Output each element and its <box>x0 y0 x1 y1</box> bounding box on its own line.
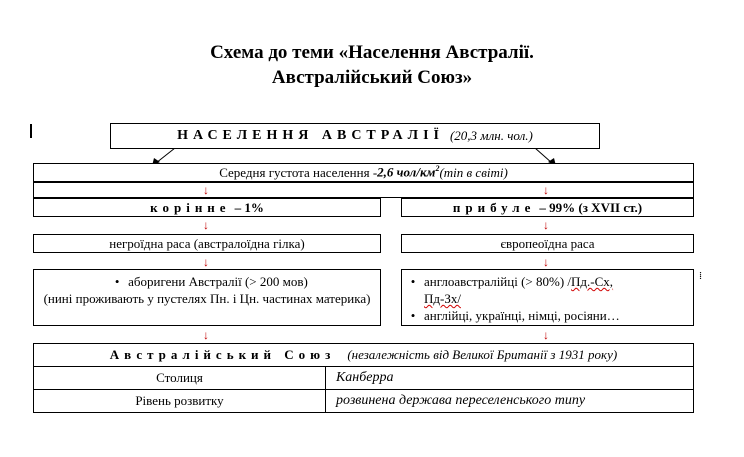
list-item <box>402 307 693 324</box>
group-immigrant-pct: – 99% (з XVII ст.) <box>539 199 643 215</box>
list-item <box>34 273 380 290</box>
table-cell-key: Столиця <box>156 370 203 385</box>
arrow-down-icon: ↓ <box>543 255 549 269</box>
density-spacer-row <box>33 182 694 198</box>
density-value: 2,6 чол/$км^2$ <box>377 164 440 180</box>
table-cell-key: Рівень розвитку <box>135 393 224 408</box>
density-box <box>33 163 694 182</box>
peoples-indigenous-text: (нині проживають у пустелях Пн. і Цн. частинах материка) <box>43 291 371 306</box>
cell-divider <box>325 390 326 412</box>
group-indigenous-label: корінне <box>150 199 231 215</box>
arrow-down-icon: ↓ <box>543 218 549 232</box>
bullet-icon: • <box>410 274 416 289</box>
title-line-2: Австралійський Союз» <box>271 67 473 88</box>
title-line-1: Схема до теми «Населення Австралії. <box>210 42 534 63</box>
cell-divider <box>325 367 326 389</box>
density-label: Середня густота населення - <box>219 164 378 180</box>
arrow-right-line <box>535 148 552 163</box>
peoples-indigenous-box <box>33 269 381 326</box>
group-immigrant-label: прибуле <box>452 199 536 215</box>
margin-marker: ⁞ <box>699 270 703 282</box>
arrow-down-icon: ↓ <box>203 328 209 342</box>
peoples-immigrant-bullet-1: англоавстралійці (> 80%) /Пд.-Сх, Пд-Зх/ <box>424 274 614 306</box>
population-note: (20,3 млн. чол.) <box>449 128 533 143</box>
arrow-down-icon: ↓ <box>543 183 549 197</box>
arrow-down-icon: ↓ <box>203 183 209 197</box>
group-indigenous-pct: – 1% <box>234 199 264 215</box>
union-header <box>33 343 694 367</box>
arrow-down-icon: ↓ <box>203 218 209 232</box>
table-cell-value: Канберра <box>336 370 394 385</box>
group-indigenous-box <box>33 198 381 217</box>
table-cell-value: розвинена держава переселенського типу <box>336 393 586 408</box>
race-immigrant-label: європеоїдна раса <box>500 235 595 251</box>
race-indigenous-label: негроїдна раса (австралоїдна гілка) <box>109 235 305 251</box>
bullet-icon: • <box>114 274 120 289</box>
table-row <box>33 389 694 413</box>
group-immigrant-box <box>401 198 694 217</box>
union-label: Австралійський Союз <box>109 347 336 362</box>
arrow-down-icon: ↓ <box>543 328 549 342</box>
union-note: (незалежність від Великої Британії з 1931 року) <box>347 347 618 362</box>
peoples-indigenous-bullet: аборигени Австралії (> 200 мов) <box>128 274 308 289</box>
list-item <box>402 273 693 307</box>
arrow-down-icon: ↓ <box>203 255 209 269</box>
peoples-immigrant-bullet-2: англійці, українці, німці, росіяни… <box>424 308 620 323</box>
race-immigrant-box <box>401 234 694 253</box>
population-box <box>110 123 600 149</box>
table-row <box>33 366 694 390</box>
race-indigenous-box <box>33 234 381 253</box>
arrow-left-line <box>156 148 175 163</box>
population-label: НАСЕЛЕННЯ АВСТРАЛІЇ <box>177 128 444 143</box>
peoples-immigrant-box <box>401 269 694 326</box>
density-note: (тіп в світі) <box>439 164 508 180</box>
bullet-icon: • <box>410 308 416 323</box>
